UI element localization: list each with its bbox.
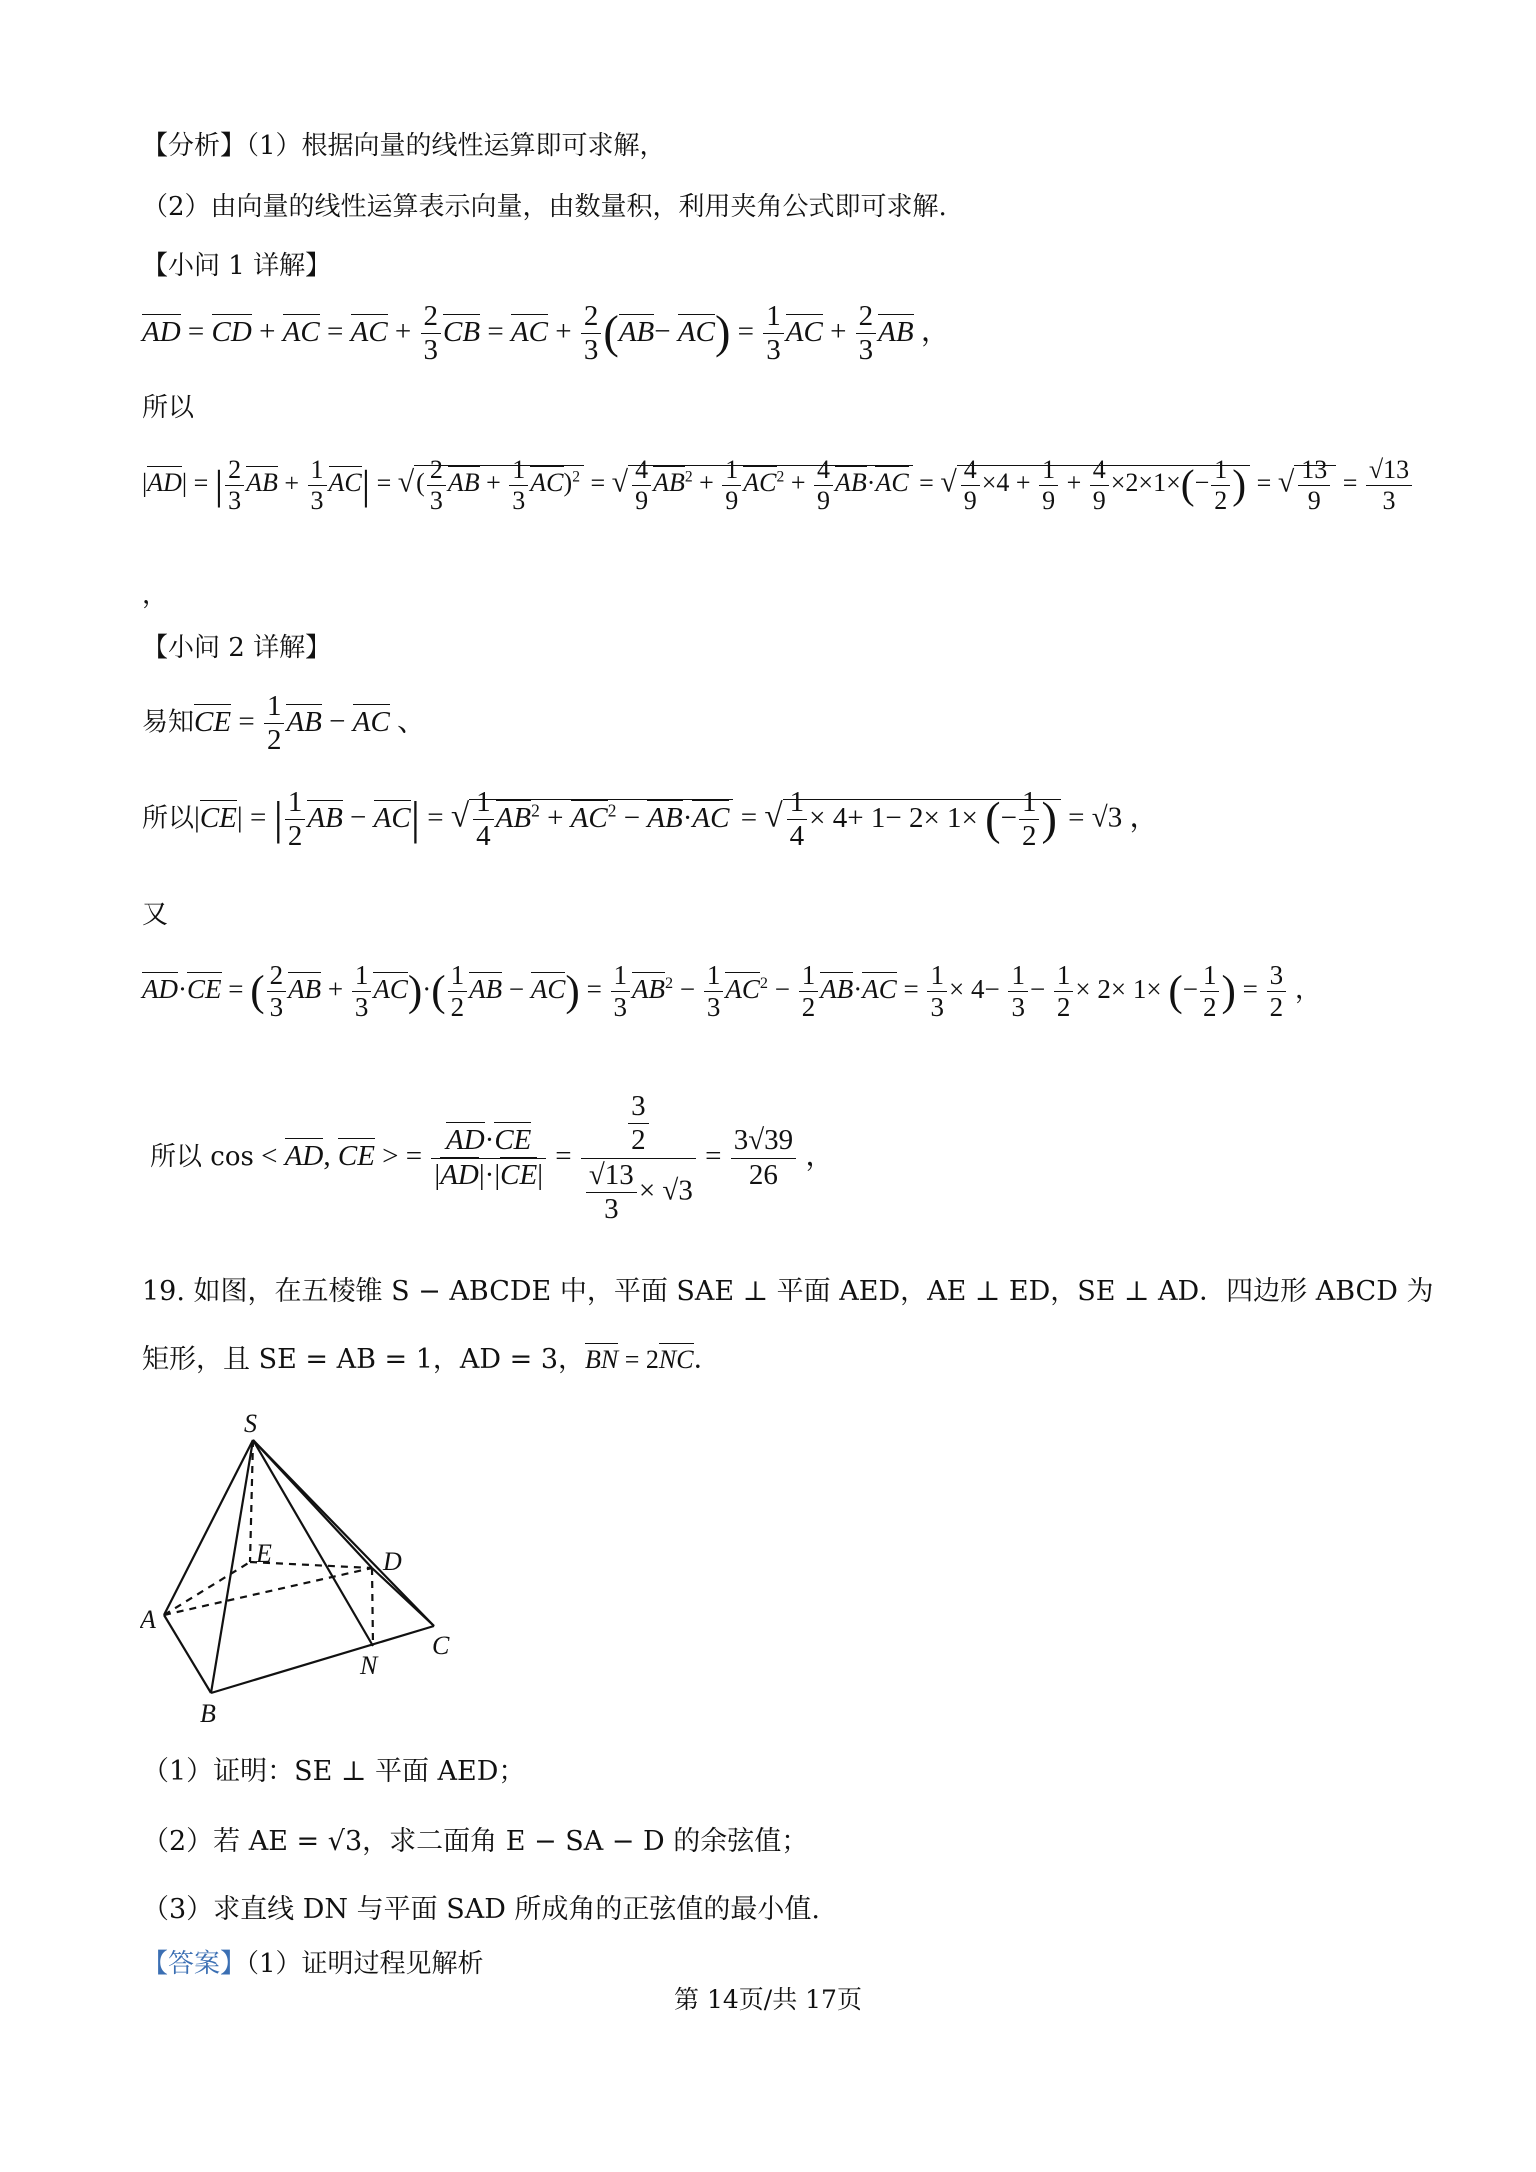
label-A: A bbox=[140, 1605, 156, 1634]
page-number: 第 14页/共 17页 bbox=[674, 1985, 862, 2014]
part1-title: 【小问 1 详解】 bbox=[142, 251, 332, 281]
edge-AB bbox=[164, 1615, 211, 1693]
label-C: C bbox=[432, 1631, 450, 1660]
problem19-line-1: 19. 如图，在五棱锥 S − ABCDE 中，平面 SAE ⊥ 平面 AED，AE ⊥ ED，SE ⊥ AD．四边形 ABCD 为 bbox=[142, 1276, 1434, 1307]
suoyi-label-2: 所以 bbox=[142, 803, 195, 834]
label-N: N bbox=[360, 1651, 378, 1680]
answer-tag: 【答案】 bbox=[142, 1949, 247, 1979]
question-2: （2）若 AE = √3，求二面角 E − SA − D 的余弦值； bbox=[142, 1826, 809, 1857]
label-S: S bbox=[244, 1410, 257, 1438]
label-B: B bbox=[200, 1699, 216, 1728]
eq-CE-expression: 易知CE = $\frac{1}{2}$ AB − AC 、 bbox=[142, 690, 427, 757]
analysis-line-1 bbox=[142, 126, 666, 166]
label-E: E bbox=[256, 1539, 272, 1568]
analysis-tag: 【分析】 bbox=[142, 131, 247, 161]
suoyi-cos-label: 所以 cos bbox=[150, 1141, 254, 1172]
answer-text: （1）证明过程见解析 bbox=[246, 1949, 484, 1979]
edge-BC bbox=[211, 1626, 434, 1693]
edge-SB bbox=[211, 1440, 253, 1693]
analysis-line-2: （2）由向量的线性运算表示向量，由数量积，利用夹角公式即可求解. bbox=[142, 192, 947, 222]
eq-AD-magnitude: |AD| = | $\frac{2}{3}$ AB + $\frac{1}{3}$ AC| = √( $\frac{2}{3}$ AB + $\frac{1}{3}$ AC)$^2$ = √ $\frac{4}{9}$ $AB^2$ + $\frac{1}{9}$ $AC^2$ + $\frac{4}{9}$ AB·AC = √ $\frac{4}{9}$ ×4 + $\frac{1}{9}$ + $\frac{4}{9}$ ×2×1×(− $\frac{1}{2}$ ) = √ $\frac{13}{9}$ = $\frac{√13}{3}$ bbox=[142, 455, 1414, 516]
problem19-line-2-prefix: 矩形，且 SE = AB = 1，AD = 3， bbox=[142, 1344, 585, 1375]
part2-you: 又 bbox=[142, 900, 169, 930]
analysis-text-1: （1）根据向量的线性运算即可求解， bbox=[246, 131, 666, 161]
part1-suoyi: 所以 bbox=[142, 393, 195, 423]
yizhi-label: 易知 bbox=[142, 707, 195, 738]
label-D: D bbox=[383, 1547, 402, 1576]
edge-SA bbox=[164, 1440, 253, 1615]
question-1: （1）证明：SE ⊥ 平面 AED； bbox=[142, 1756, 526, 1787]
eq-cosine: 所以 cos < AD, CE > = $\frac{AD\cdot CE}{|AD|\cdot|CE|}$ = $\frac{3}{2}$ $\frac{√13}{3}$ × √3 = $\frac{3√39}{26}$ ， bbox=[150, 1090, 835, 1226]
eq-AD-expression: AD = CD + AC = AC + $\frac{2}{3}$ CB = AC + $\frac{2}{3}$ (AB− AC) = $\frac{1}{3}$ AC + $\frac{2}{3}$ AB ， bbox=[142, 300, 950, 367]
eq-CE-magnitude: 所以|CE| = | $\frac{1}{2}$ AB − AC| = √ $\frac{1}{4}$ $AB^2 + AC^2 - AB\cdot AC$ = √ $\frac{1}{4}$ × 4+ 1− 2× 1× (− $\frac{1}{2}$ ) = √3 ， bbox=[142, 786, 1159, 853]
question-3: （3）求直线 DN 与平面 SAD 所成角的正弦值的最小值. bbox=[142, 1894, 821, 1925]
eq-dot-product: AD·CE = ( $\frac{2}{3}$ AB + $\frac{1}{3}$ AC)·( $\frac{1}{2}$ AB − AC) = $\frac{1}{3}$ $AB^2$ − $\frac{1}{3}$ $AC^2$ − $\frac{1}{2}$ AB·AC = $\frac{1}{3}$ × 4− $\frac{1}{3}$ − $\frac{1}{2}$ × 2× 1× (− $\frac{1}{2}$ ) = $\frac{3}{2}$ ， bbox=[142, 960, 1322, 1023]
part1-comma: ， bbox=[142, 580, 169, 610]
edge-DC bbox=[372, 1568, 434, 1626]
pyramid-figure bbox=[140, 1410, 480, 1730]
problem19-line-2: 矩形，且 SE = AB = 1，AD = 3，BN = 2NC． bbox=[142, 1344, 721, 1375]
part2-title: 【小问 2 详解】 bbox=[142, 633, 332, 663]
answer-line bbox=[142, 1944, 484, 1984]
edge-DN bbox=[372, 1568, 373, 1646]
